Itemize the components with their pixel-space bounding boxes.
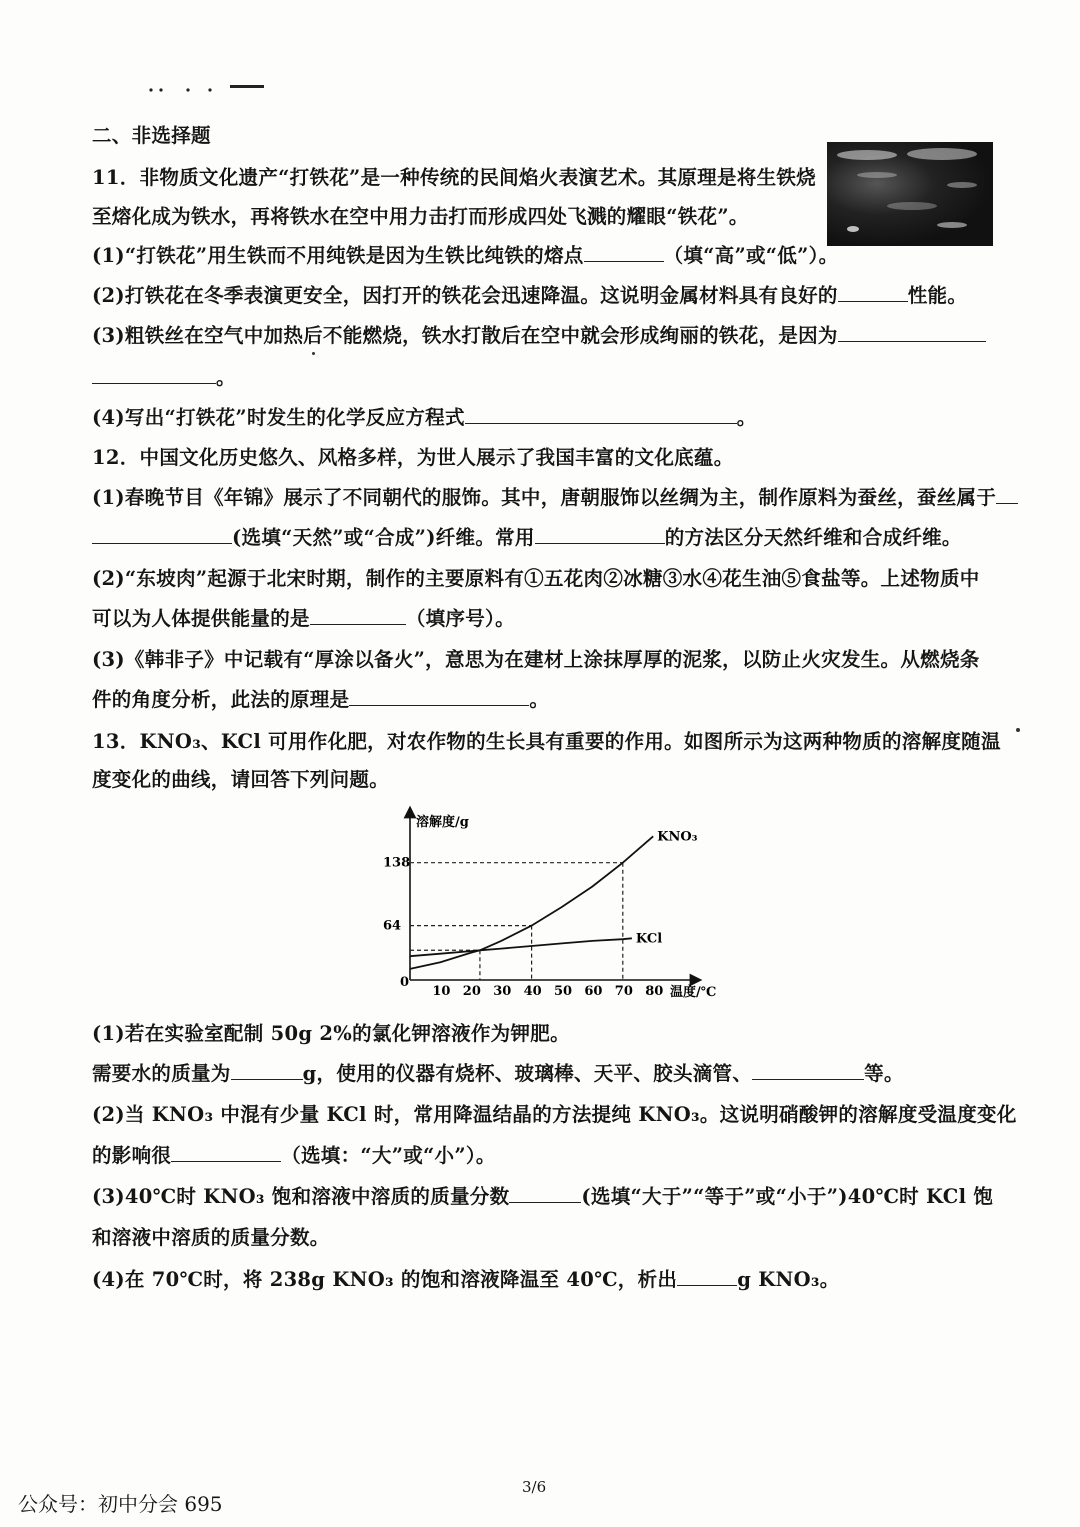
q13-stem-line2: 度变化的曲线，请回答下列问题。 bbox=[92, 768, 390, 791]
q11-part1 bbox=[92, 240, 1022, 268]
q11-part1-text: (1)“打铁花”用生铁而不用纯铁是因为生铁比纯铁的熔点 bbox=[92, 244, 584, 267]
q11-part3-text: (3)粗铁丝在空气中加热后不能燃烧，铁水打散后在空中就会形成绚丽的铁花，是因为 bbox=[92, 324, 838, 347]
q13-part4-suffix: g KNO₃。 bbox=[737, 1268, 840, 1291]
q12-part1-suffix: 的方法区分天然纤维和合成纤维。 bbox=[664, 526, 962, 549]
q13-part3-text: (3)40℃时 KNO₃ 饱和溶液中溶质的质量分数 bbox=[92, 1185, 510, 1208]
q12-part3-blank[interactable] bbox=[349, 685, 529, 706]
q12-stem: 12．中国文化历史悠久、风格多样，为世人展示了我国丰富的文化底蕴。 bbox=[92, 446, 734, 469]
q11-part3 bbox=[92, 320, 1022, 348]
series-line-KCl bbox=[410, 938, 632, 956]
q13-part3-middle: (选填“大于”“等于”或“小于”)40℃时 KCl 饱 bbox=[581, 1185, 994, 1208]
q12-part2-suffix: （填序号）。 bbox=[405, 607, 515, 630]
q13-stem-line1: 13．KNO₃、KCl 可用作化肥，对农作物的生长具有重要的作用。如图所示为这两种物质的溶解度随温 bbox=[92, 730, 1001, 753]
q13-part1: (1)若在实验室配制 50g 2%的氯化钾溶液作为钾肥。 bbox=[92, 1022, 570, 1045]
x-tick-label: 50 bbox=[554, 984, 573, 999]
q13-part4-blank[interactable] bbox=[677, 1265, 737, 1286]
q13-part1-blank-b[interactable] bbox=[752, 1059, 864, 1080]
scan-speck bbox=[1016, 728, 1020, 732]
x-tick-label: 70 bbox=[614, 984, 633, 999]
q13-part1-cont bbox=[92, 1058, 1022, 1086]
scan-header-marks bbox=[148, 80, 266, 94]
q12-part1-blank-b[interactable] bbox=[92, 523, 232, 544]
q13-part3-blank[interactable] bbox=[509, 1182, 581, 1203]
q12-part2: (2)“东坡肉”起源于北宋时期，制作的主要原料有①五花肉②冰糖③水④花生油⑤食盐等。上述物质中 bbox=[92, 567, 980, 590]
q11-part2 bbox=[92, 280, 1022, 308]
q13-part4 bbox=[92, 1264, 1022, 1292]
series-label: KNO₃ bbox=[657, 829, 698, 845]
footer-watermark: 公众号：初中分会 695 bbox=[18, 1492, 223, 1516]
q13-part2-text: 的影响很 bbox=[92, 1144, 172, 1167]
q13-part3-cont: 和溶液中溶质的质量分数。 bbox=[92, 1226, 330, 1249]
x-tick-label: 40 bbox=[523, 984, 542, 999]
q12-part3-end: 。 bbox=[529, 688, 550, 711]
q11-part3-blank-a[interactable] bbox=[838, 321, 986, 342]
origin-label: 0 bbox=[400, 975, 410, 990]
q11-part2-blank[interactable] bbox=[838, 281, 908, 302]
q13-part4-text: (4)在 70℃时，将 238g KNO₃ 的饱和溶液降温至 40℃，析出 bbox=[92, 1268, 678, 1291]
q11-part4-text: (4)写出“打铁花”时发生的化学反应方程式 bbox=[92, 406, 465, 429]
q13-part2-cont bbox=[92, 1140, 1022, 1168]
q11-part1-suffix: （填“高”或“低”）。 bbox=[663, 244, 839, 267]
q11-part3-blank-b[interactable] bbox=[92, 363, 216, 384]
q13-part2: (2)当 KNO₃ 中混有少量 KCl 时，常用降温结晶的方法提纯 KNO₃。这说明硝酸钾的溶解度受温度变化 bbox=[92, 1103, 1017, 1126]
q11-part4-end: 。 bbox=[736, 406, 757, 429]
series-label: KCl bbox=[635, 931, 663, 947]
x-tick-label: 10 bbox=[432, 984, 451, 999]
q11-part4 bbox=[92, 402, 1022, 430]
iron-flower-photo bbox=[827, 142, 993, 246]
x-tick-label: 60 bbox=[584, 984, 603, 999]
q11-part3-cont bbox=[92, 362, 1022, 390]
q13-part1-suffix: 等。 bbox=[864, 1062, 904, 1085]
q12-part1 bbox=[92, 482, 1022, 510]
q13-part3 bbox=[92, 1181, 1022, 1209]
y-tick-label: 138 bbox=[383, 855, 411, 871]
q13-part1-middle: g，使用的仪器有烧杯、玻璃棒、天平、胶头滴管、 bbox=[302, 1062, 753, 1085]
q11-part4-blank[interactable] bbox=[465, 403, 737, 424]
q12-part3: (3)《韩非子》中记载有“厚涂以备火”，意思为在建材上涂抹厚厚的泥浆，以防止火灾发生。从燃烧条 bbox=[92, 648, 980, 671]
y-tick-label: 64 bbox=[383, 918, 402, 934]
x-axis-label: 温度/℃ bbox=[670, 985, 717, 1000]
q11-part3-end: 。 bbox=[216, 366, 236, 389]
x-tick-label: 30 bbox=[493, 984, 512, 999]
q12-part1-cont bbox=[92, 522, 1022, 550]
scan-speck bbox=[312, 352, 315, 355]
q13-part1-text: 需要水的质量为 bbox=[92, 1062, 231, 1085]
y-axis-label: 溶解度/g bbox=[416, 815, 469, 830]
solubility-chart bbox=[380, 800, 725, 1010]
q12-part2-cont bbox=[92, 603, 1022, 631]
q12-part1-blank-c[interactable] bbox=[535, 523, 665, 544]
q11-part2-text: (2)打铁花在冬季表演更安全，因打开的铁花会迅速降温。这说明金属材料具有良好的 bbox=[92, 284, 838, 307]
section-title: 二、非选择题 bbox=[92, 124, 211, 147]
q12-part1-text: (1)春晚节目《年锦》展示了不同朝代的服饰。其中，唐朝服饰以丝绸为主，制作原料为蚕丝，蚕丝属于 bbox=[92, 486, 997, 509]
q12-part1-middle: (选填“天然”或“合成”)纤维。常用 bbox=[232, 526, 535, 549]
q11-stem-line2: 至熔化成为铁水，再将铁水在空中用力击打而形成四处飞溅的耀眼“铁花”。 bbox=[92, 205, 749, 228]
q11-stem-line1: 11．非物质文化遗产“打铁花”是一种传统的民间焰火表演艺术。其原理是将生铁烧 bbox=[92, 166, 816, 189]
x-tick-label: 80 bbox=[645, 984, 664, 999]
q13-part2-blank[interactable] bbox=[171, 1141, 281, 1162]
q12-part2-blank[interactable] bbox=[310, 604, 406, 625]
q13-part1-blank-a[interactable] bbox=[231, 1059, 303, 1080]
q12-part2-text: 可以为人体提供能量的是 bbox=[92, 607, 310, 630]
q12-part1-blank-a[interactable] bbox=[996, 483, 1018, 504]
q12-part3-cont bbox=[92, 684, 1022, 712]
q11-part2-suffix: 性能。 bbox=[907, 284, 968, 307]
q11-part1-blank[interactable] bbox=[584, 241, 664, 262]
page-number: 3/6 bbox=[522, 1478, 547, 1496]
q13-part2-suffix: （选填：“大”或“小”）。 bbox=[281, 1144, 496, 1167]
x-tick-label: 20 bbox=[462, 984, 481, 999]
q12-part3-text: 件的角度分析，此法的原理是 bbox=[92, 688, 350, 711]
